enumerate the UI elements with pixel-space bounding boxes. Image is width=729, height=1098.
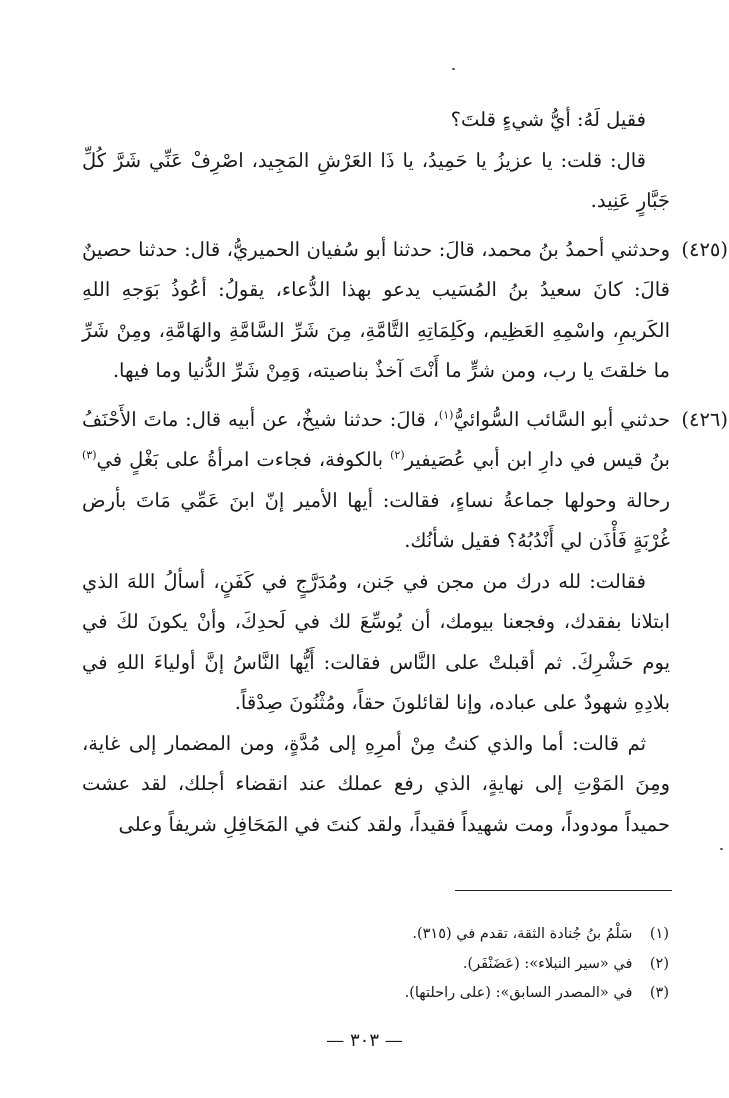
hadith-425 (82, 230, 728, 392)
scan-speck (452, 68, 455, 70)
footnotes (109, 920, 669, 1009)
footnote-separator (455, 890, 672, 891)
footnote-text: سَلْمُ بنُ جُنادة الثقة، تقدم في (٣١٥). (412, 926, 633, 942)
footnote-number: (٢) (649, 955, 669, 972)
scan-speck (720, 848, 723, 850)
hadith-number: (٤٢٥) (681, 237, 728, 261)
paragraph: فقيل لَهُ: أيُّ شيءٍ قلتَ؟ (450, 108, 646, 131)
footnote-number: (١) (649, 926, 669, 942)
hadith-text: حدثني أبو السَّائب السُّوائيُّ (453, 407, 670, 431)
footnote-ref: (٢) (390, 448, 405, 462)
paragraph: فقالت: لله درك من مجن في جَنن، ومُدَرَّجٍ في كَفَنٍ، أسألُ اللهَ الذي ابتلانا بفقدك، وفجعنا بيومك، أن يُوسِّعَ لك في لَحدِكَ، وأنْ يكونَ لكَ في يوم حَشْرِكَ. ثم أقبلتْ على النَّاس فقالت: أَيُّها النَّاسُ إنَّ أولياءَ اللهِ في بلادِهِ شهودٌ على عباده، وإنا لقائلونَ حقاً، ومُثْنُونَ صِدْقاً. (82, 569, 670, 714)
hadith-426 (82, 400, 728, 562)
footnote-text: في «سير النبلاء»: (عَضَنْفَر). (462, 955, 633, 972)
hadith-text: ، قالَ: حدثنا شيخٌ، عن أبيه قال: ماتَ الأَحْنَفُ بنُ قيس في دارِ ابن أبي عُصَيفير (82, 407, 670, 471)
hadith-text: رحالة وحولها جماعةُ نساءٍ، فقالت: أيها الأمير إنّ ابنَ عَمِّي مَاتَ بأرض غُرْبَةٍ فَأْذَن لي أَنْدُبُهُ؟ فقيل شأنُك. (82, 488, 670, 552)
paragraph: ثم قالت: أما والذي كنتُ مِنْ أمرِهِ إلى مُدَّةٍ، ومن المضمار إلى غاية، ومِنَ المَوْتِ إلى نهايةٍ، الذي رفع عملك عند انقضاء أجلك، لقد عشت حميداً مودوداً، ومت شهيداً فقيداً، ولقد كنتَ في المَحَافِلِ شريفاً وعلى (82, 731, 670, 836)
footnote-ref: (٣) (82, 448, 97, 462)
footnote-ref: (١) (438, 408, 454, 421)
hadith-number: (٤٢٦) (681, 407, 728, 431)
hadith-text: بالكوفة، فجاءت امرأةُ على بَغْلٍ في (96, 448, 391, 471)
footnote (109, 920, 669, 950)
footnote-number: (٣) (649, 985, 669, 1001)
paragraph: قال: قلت: يا عزيزُ يا حَمِيدُ، يا ذَا العَرْشِ المَجِيد، اصْرِفْ عَنِّي شَرَّ كُلِّ جَبَّارٍ عَنِيد. (82, 148, 670, 212)
page-number: — ٣٠٣ — (326, 1030, 403, 1051)
hadith-text: وحدثني أحمدُ بنُ محمد، قالَ: حدثنا أبو سُفيان الحميريُّ، قال: حدثنا حصينٌ قالَ: كانَ سعيدُ بنُ المُسَيب يدعو بهذا الدُّعاء، يقولُ: أعُوذُ بَوَجهِ اللهِ الكَريمِ، واسْمِهِ العَظِيم، وكَلِمَاتِهِ التَّامَّةِ، مِنَ شَرِّ السَّامَّةِ والهَامَّةِ، ومِنْ شَرِّ ما خلقتَ يا رب، ومن شرٍّ ما أَنْتَ آخذٌ بناصيته، وَمِنْ شَرِّ الدُّنيا وما فيها. (82, 237, 670, 382)
footnote (109, 979, 669, 1009)
main-text (82, 100, 728, 845)
footnote (109, 950, 669, 980)
footnote-text: في «المصدر السابق»: (على راحلتها). (404, 985, 633, 1001)
